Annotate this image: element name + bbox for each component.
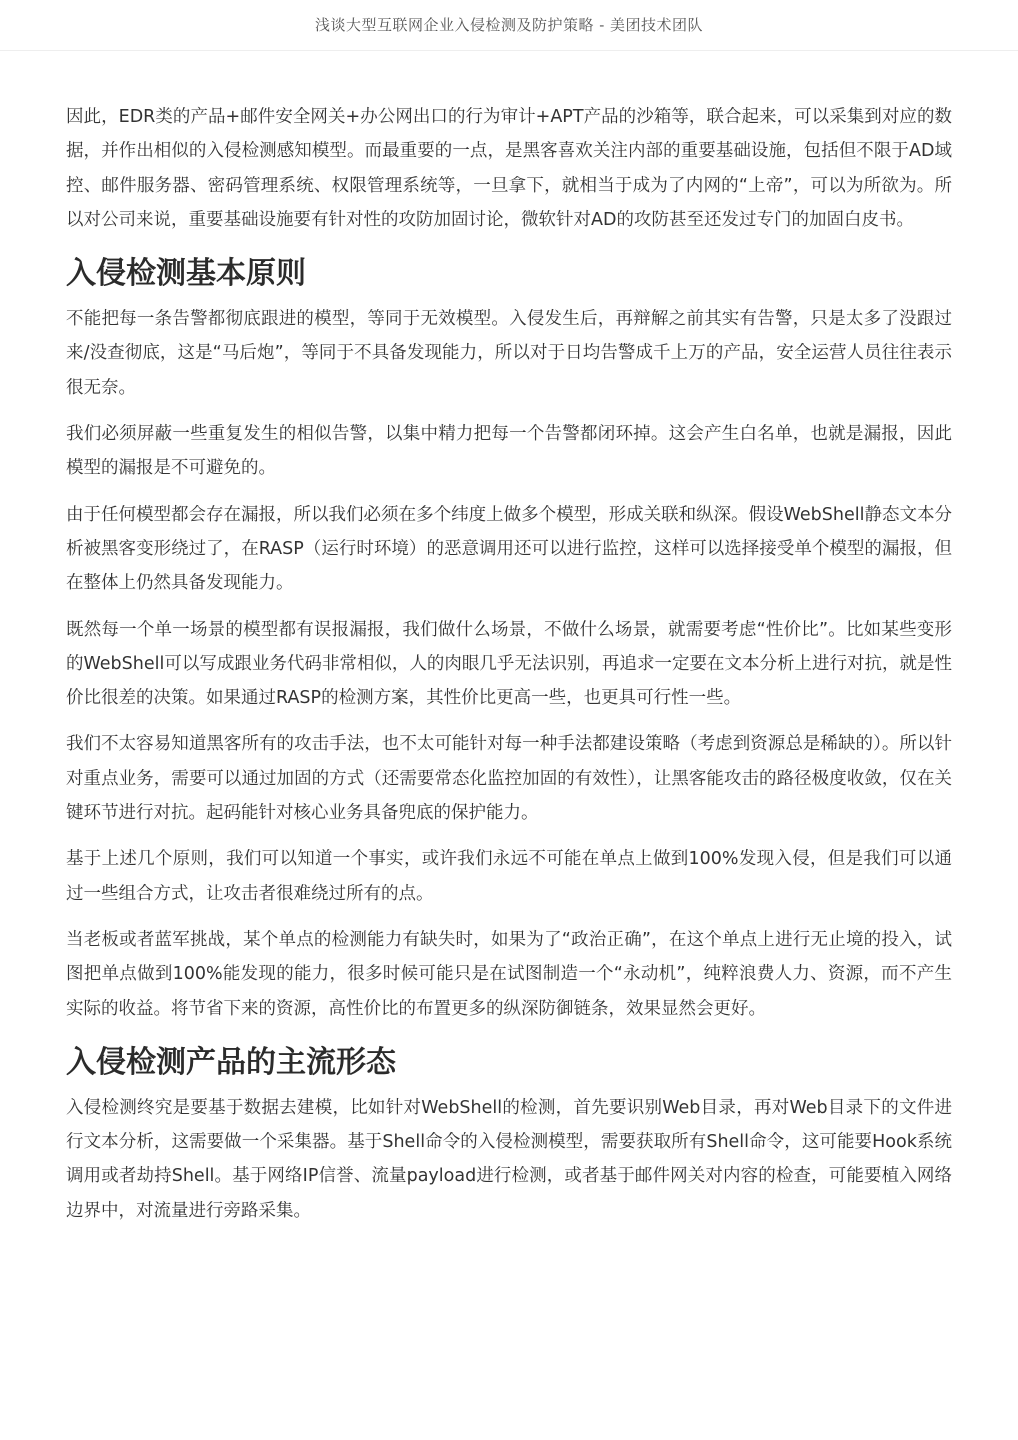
principles-paragraph-4: 既然每一个单一场景的模型都有误报漏报，我们做什么场景，不做什么场景，就需要考虑“性价比”。比如某些变形的WebShell可以写成跟业务代码非常相似，人的肉眼几乎无法识别，再追求一定要在文本分析上进行对抗，就是性价比很差的决策。如果通过RASP的检测方案，其性价比更高一些，也更具可行性一些。 xyxy=(66,619,952,709)
page-header-title: 浅谈大型互联网企业入侵检测及防护策略 - 美团技术团队 xyxy=(314,16,704,34)
principles-paragraph-6: 基于上述几个原则，我们可以知道一个事实，或许我们永远不可能在单点上做到100%发现入侵，但是我们可以通过一些组合方式，让攻击者很难绕过所有的点。 xyxy=(66,849,952,904)
principles-paragraph-7: 当老板或者蓝军挑战，某个单点的检测能力有缺失时，如果为了“政治正确”，在这个单点上进行无止境的投入，试图把单点做到100%能发现的能力，很多时候可能只是在试图制造一个“永动机”，纯粹浪费人力、资源，而不产生实际的收益。将节省下来的资源，高性价比的布置更多的纵深防御链条，效果显然会更好。 xyxy=(66,929,952,1019)
principles-paragraph-1: 不能把每一条告警都彻底跟进的模型，等同于无效模型。入侵发生后，再辩解之前其实有告警，只是太多了没跟过来/没查彻底，这是“马后炮”，等同于不具备发现能力，所以对于日均告警成千上万的产品，安全运营人员往往表示很无奈。 xyxy=(66,309,952,398)
intro-paragraph: 因此，EDR类的产品+邮件安全网关+办公网出口的行为审计+APT产品的沙箱等，联合起来，可以采集到对应的数据，并作出相似的入侵检测感知模型。而最重要的一点，是黑客喜欢关注内部的重要基础设施，包括但不限于AD域控、邮件服务器、密码管理系统、权限管理系统等，一旦拿下，就相当于成为了内网的“上帝”，可以为所欲为。所以对公司来说，重要基础设施要有针对性的攻防加固讨论，微软针对AD的攻防甚至还发过专门的加固白皮书。 xyxy=(66,107,952,230)
product-forms-paragraph-1: 入侵检测终究是要基于数据去建模，比如针对WebShell的检测，首先要识别Web目录，再对Web目录下的文件进行文本分析，这需要做一个采集器。基于Shell命令的入侵检测模型，需要获取所有Shell命令，这可能要Hook系统调用或者劫持Shell。基于网络IP信誉、流量payload进行检测，或者基于邮件网关对内容的检查，可能要植入网络边界中，对流量进行旁路采集。 xyxy=(66,1097,952,1221)
principles-paragraph-3: 由于任何模型都会存在漏报，所以我们必须在多个纬度上做多个模型，形成关联和纵深。假设WebShell静态文本分析被黑客变形绕过了，在RASP（运行时环境）的恶意调用还可以进行监控，这样可以选择接受单个模型的漏报，但在整体上仍然具备发现能力。 xyxy=(66,504,952,594)
section-heading-product-forms: 入侵检测产品的主流形态 xyxy=(66,1044,396,1080)
section-heading-principles: 入侵检测基本原则 xyxy=(66,256,306,292)
page-header xyxy=(0,0,1018,51)
principles-paragraph-5: 我们不太容易知道黑客所有的攻击手法，也不太可能针对每一种手法都建设策略（考虑到资源总是稀缺的）。所以针对重点业务，需要可以通过加固的方式（还需要常态化监控加固的有效性），让黑客能攻击的路径极度收敛，仅在关键环节进行对抗。起码能针对核心业务具备兜底的保护能力。 xyxy=(66,734,952,824)
principles-paragraph-2: 我们必须屏蔽一些重复发生的相似告警，以集中精力把每一个告警都闭环掉。这会产生白名单，也就是漏报，因此模型的漏报是不可避免的。 xyxy=(66,424,952,479)
article-body xyxy=(66,100,952,1240)
